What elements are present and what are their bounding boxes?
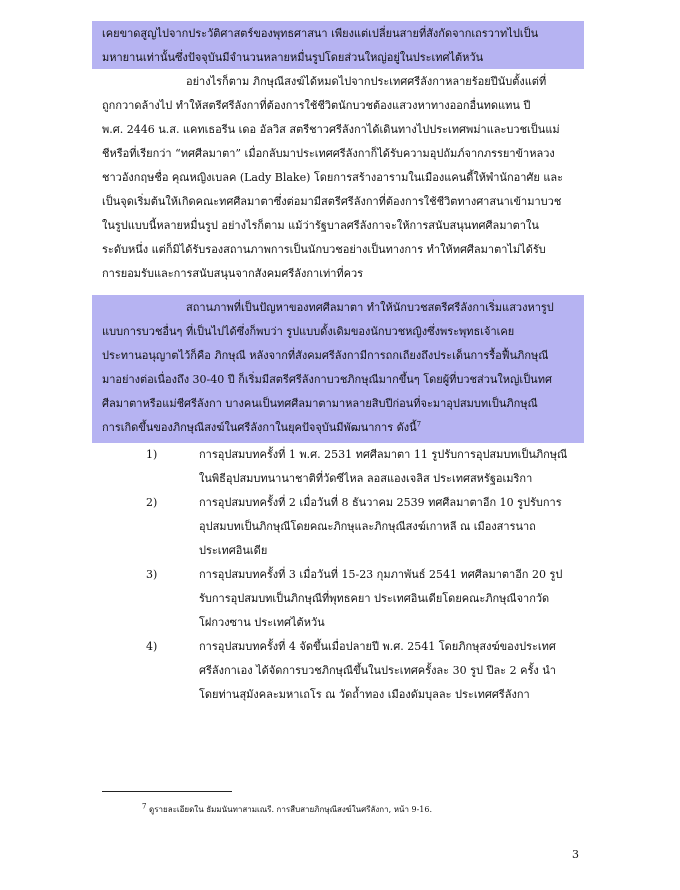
- list-item-line: รับการอุปสมบทเป็นภิกษุณีที่พุทธคยา ประเทศอินเดียโดยคณะภิกษุณีจากวัด: [199, 592, 550, 605]
- ordination-list: [102, 443, 582, 707]
- list-item-number: 1): [146, 448, 158, 461]
- text-line: เคยขาดสูญไปจากประวัติศาสตร์ของพุทธศาสนา เพียงแต่เปลี่ยนสายที่สังกัดจากเถรวาทไปเป็น: [102, 27, 539, 40]
- text-line: ศีลมาตาหรือแม่ชีศรีลังกา บางคนเป็นทศศีลมาตามาหลายสิบปีก่อนที่จะมาอุปสมบทเป็นภิกษุณี: [102, 397, 538, 410]
- footnote-mark: 7: [142, 802, 147, 811]
- list-item: [102, 443, 582, 491]
- list-item: [102, 491, 582, 563]
- footnote-divider: [102, 791, 232, 792]
- text-line: ประทานอนุญาตไว้ก็คือ ภิกษุณี หลังจากที่สังคมศรีลังกามีการถกเถียงถึงประเด็นการรื้อฟื้นภิกษุณี: [102, 349, 549, 362]
- list-item-line: การอุปสมบทครั้งที่ 4 จัดขึ้นเมื่อปลายปี พ.ศ. 2541 โดยภิกษุสงฆ์ของประเทศ: [199, 640, 556, 653]
- list-item-line: การอุปสมบทครั้งที่ 1 พ.ศ. 2531 ทศศีลมาตา 11 รูปรับการอุปสมบทเป็นภิกษุณี: [199, 448, 568, 461]
- list-item: [102, 635, 582, 707]
- text-line: มาอย่างต่อเนื่องถึง 30-40 ปี ก็เริ่มมีสตรีศรีลังกาบวชภิกษุณีมากขึ้นๆ โดยผู้ที่บวชส่วนใหญ่เป็นทศ: [102, 373, 552, 386]
- text-line: ระดับหนึ่ง แต่ก็มิได้รับรองสถานภาพการเป็นนักบวชอย่างเป็นทางการ ทำให้ทศศีลมาตาไม่ได้รับ: [102, 243, 546, 256]
- list-item-line: ศรีลังกาเอง ได้จัดการบวชภิกษุณีขึ้นในประเทศครั้งละ 30 รูป ปีละ 2 ครั้ง นำ: [199, 664, 556, 677]
- text-line: การยอมรับและการสนับสนุนจากสังคมศรีลังกาเท่าที่ควร: [102, 267, 364, 280]
- paragraph-status: [102, 296, 582, 440]
- list-item-line: ในพิธีอุปสมบทนานาชาติที่วัดซีไหล ลอสแองเจลิส ประเทศสหรัฐอเมริกา: [199, 472, 533, 485]
- list-item-line: อุปสมบทเป็นภิกษุณีโดยคณะภิกษุและภิกษุณีสงฆ์เกาหลี ณ เมืองสารนาถ: [199, 520, 536, 533]
- list-item-number: 2): [146, 496, 158, 509]
- paragraph-continued: [102, 22, 582, 70]
- text-line: อย่างไรก็ตาม ภิกษุณีสงฆ์ได้หมดไปจากประเทศศรีลังกาหลายร้อยปีนับตั้งแต่ที่: [186, 75, 547, 88]
- list-item: [102, 563, 582, 635]
- list-item-line: โดยท่านสุมังคละมหาเถโร ณ วัดถ้ำทอง เมืองดัมบุลละ ประเทศศรีลังกา: [199, 688, 530, 701]
- list-item-line: การอุปสมบทครั้งที่ 3 เมื่อวันที่ 15-23 กุมภาพันธ์ 2541 ทศศีลมาตาอีก 20 รูป: [199, 568, 563, 581]
- text-line: มหายานเท่านั้นซึ่งปัจจุบันมีจำนวนหลายหมื่นรูปโดยส่วนใหญ่อยู่ในประเทศไต้หวัน: [102, 51, 484, 64]
- footnote-text: ดูรายละเอียดใน ธัมมนันทาสามเณรี. การสืบสายภิกษุณีสงฆ์ในศรีลังกา, หน้า 9-16.: [149, 805, 433, 814]
- text-line: แบบการบวชอื่นๆ ที่เป็นไปได้ซึ่งก็พบว่า รูปแบบดั้งเดิมของนักบวชหญิงซึ่งพระพุทธเจ้าเคย: [102, 325, 515, 338]
- list-item-line: โฝกวงซาน ประเทศไต้หวัน: [199, 616, 325, 629]
- list-item-line: การอุปสมบทครั้งที่ 2 เมื่อวันที่ 8 ธันวาคม 2539 ทศศีลมาตาอีก 10 รูปรับการ: [199, 496, 562, 509]
- list-item-number: 3): [146, 568, 158, 581]
- text-line: ชาวอังกฤษชื่อ คุณหญิงเบลค (Lady Blake) โดยการสร้างอารามในเมืองแคนดี้ให้พำนักอาศัย และ: [102, 171, 564, 184]
- list-item-line: ประเทศอินเดีย: [199, 544, 268, 557]
- text-line: เป็นจุดเริ่มต้นให้เกิดคณะทศศีลมาตาซึ่งต่อมามีสตรีศรีลังกาที่ต้องการใช้ชีวิตทางศาสนาเข้ามาบวช: [102, 195, 562, 208]
- footnote-reference: 7: [416, 420, 422, 429]
- text-line: พ.ศ. 2446 น.ส. แคทเธอรีน เดอ อัลวิส สตรีชาวศรีลังกาได้เดินทางไปประเทศพม่าและบวชเป็นแม่: [102, 123, 560, 136]
- paragraph-history: [102, 70, 582, 286]
- text-line: การเกิดขึ้นของภิกษุณีสงฆ์ในศรีลังกาในยุคปัจจุบันมีพัฒนาการ ดังนี้$^7$: [102, 420, 422, 434]
- footnote: [142, 803, 432, 816]
- text-line: สถานภาพที่เป็นปัญหาของทศศีลมาตา ทำให้นักบวชสตรีศรีลังกาเริ่มแสวงหารูป: [186, 301, 554, 314]
- list-item-number: 4): [146, 640, 158, 653]
- page-number: 3: [572, 848, 579, 861]
- text-line: ในรูปแบบนี้หลายหมื่นรูป อย่างไรก็ตาม แม้ว่ารัฐบาลศรีลังกาจะให้การสนับสนุนทศศีลมาตาใน: [102, 219, 539, 232]
- text-line: ถูกกวาดล้างไป ทำให้สตรีศรีลังกาที่ต้องการใช้ชีวิตนักบวชต้องแสวงหาทางออกอื่นทดแทน ปี: [102, 99, 531, 112]
- text-line: ชีหรือที่เรียกว่า “ทศศีลมาตา” เมื่อกลับมาประเทศศรีลังกาก็ได้รับความอุปถัมภ์จากภรรยาข้าหลวง: [102, 147, 555, 160]
